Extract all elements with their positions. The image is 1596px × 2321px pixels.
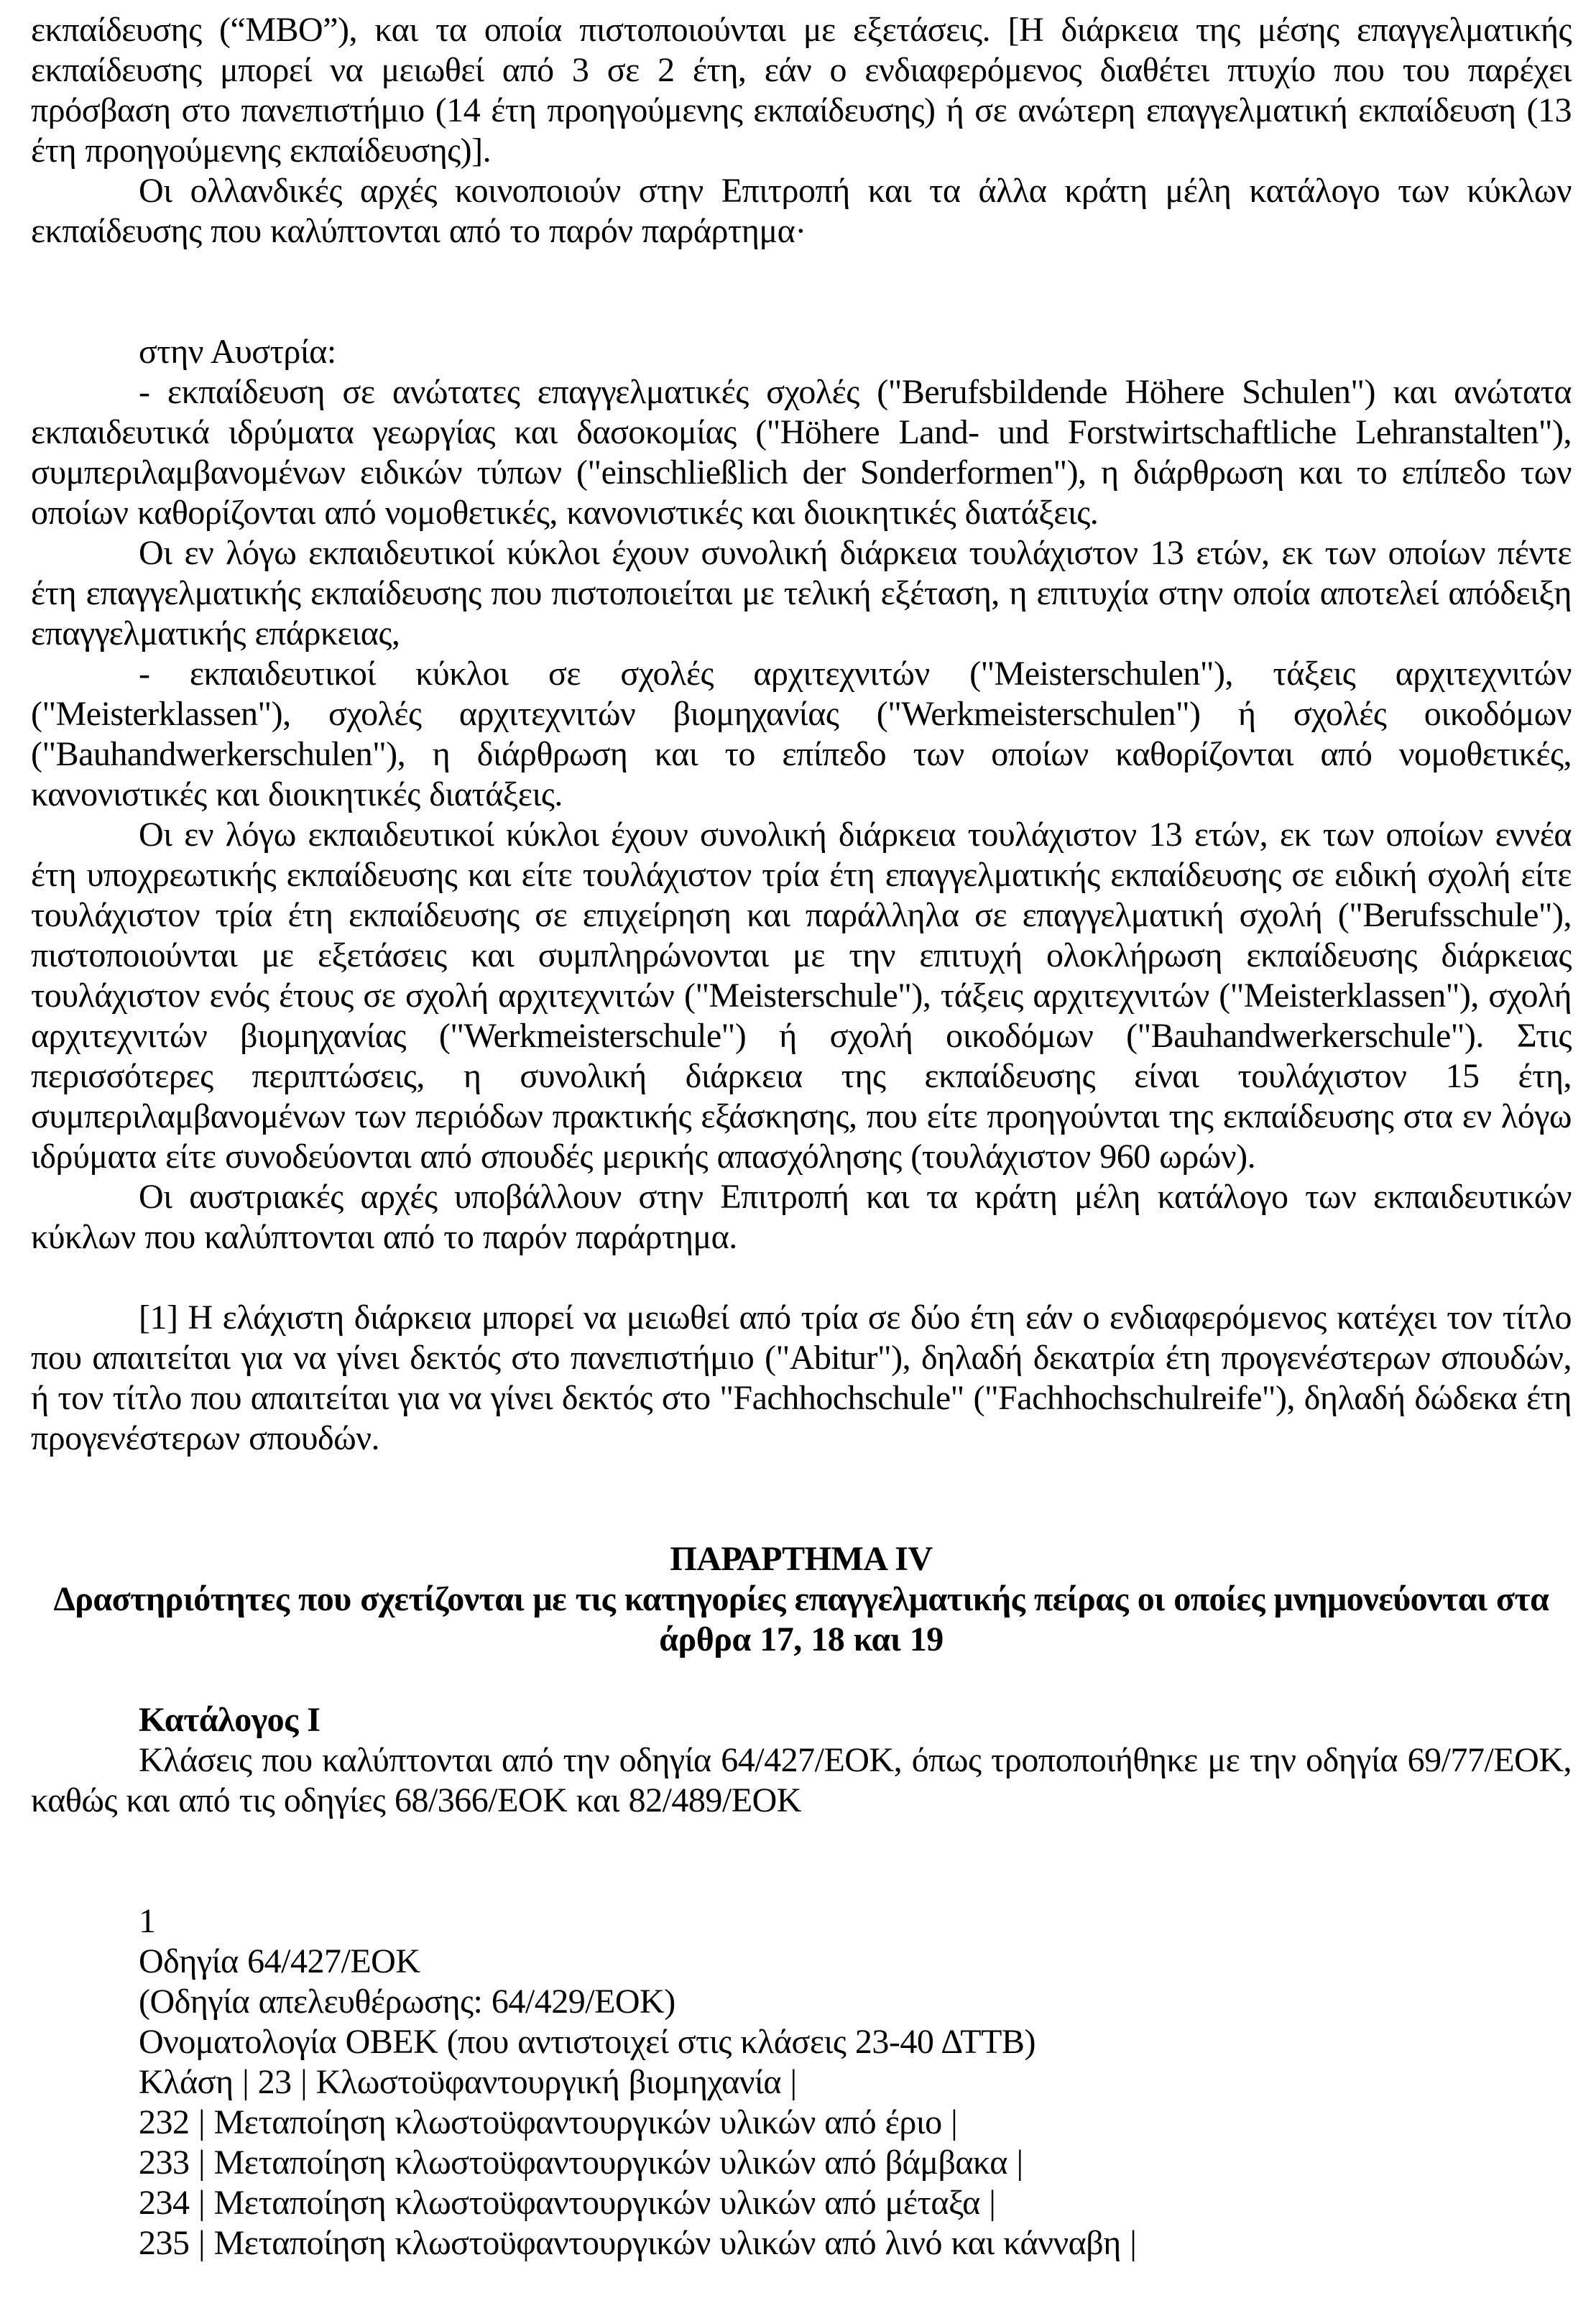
spacer: [31, 252, 1572, 332]
classification-row: 235 | Μεταποίηση κλωστοϋφαντουργικών υλικών από λινό και κάνναβη |: [139, 2224, 1137, 2262]
classification-row: Κλάση | 23 | Κλωστοϋφαντουργική βιομηχανία |: [139, 2063, 797, 2101]
directive-liberalisation: (Οδηγία απελευθέρωσης: 64/429/ΕΟΚ): [139, 1983, 675, 2021]
paragraph-austria-13-years-second: Οι εν λόγω εκπαιδευτικοί κύκλοι έχουν συνολική διάρκεια τουλάχιστον 13 ετών, εκ των οποίων εννέα έτη υποχρεωτικής εκπαίδευσης και είτε τουλάχιστον τρία έτη επαγγελματικής εκπαίδευσης σε ειδική σχολή είτε τουλάχιστον τρία έτη εκπαίδευσης σε επιχείρηση και παράλληλα σε επαγγελματική σχολή ("Berufsschule"), πιστοποιούνται με εξετάσεις και συμπληρώνονται με την επιτυχή ολοκλήρωση εκπαίδευσης διάρκειας τουλάχιστον ενός έτους σε σχολή αρχιτεχνιτών ("Meisterschule"), τάξεις αρχιτεχνιτών ("Meisterklassen"), σχολή αρχιτεχνιτών βιομηχανίας ("Werkmeisterschule") ή σχολή οικοδόμων ("Bauhandwerkerschule"). Στις περισσότερες περιπτώσεις, η συνολική διάρκεια της εκπαίδευσης είναι τουλάχιστον 15 έτη, συμπεριλαμβανομένων των περιόδων πρακτικής εξάσκησης, που είτε προηγούνται της εκπαίδευσης στα εν λόγω ιδρύματα είτε συνοδεύονται από σπουδές μερικής απασχόλησης (τουλάχιστον 960 ωρών).: [31, 816, 1572, 1176]
paragraph-mbo-continuation: εκπαίδευσης (“MBO”), και τα οποία πιστοποιούνται με εξετάσεις. [Η διάρκεια της μέσης επαγγελματικής εκπαίδευσης μπορεί να μειωθεί από 3 σε 2 έτη, εάν ο ενδιαφερόμενος διαθέτει πτυχίο που του παρέχει πρόσβαση στο πανεπιστήμιο (14 έτη προηγούμενης εκπαίδευσης) ή σε ανώτερη επαγγελματική εκπαίδευση (13 έτη προηγούμενης εκπαίδευσης)].: [31, 11, 1572, 170]
paragraph-list-i-intro: Κλάσεις που καλύπτονται από την οδηγία 64/427/ΕΟΚ, όπως τροποποιήθηκε με την οδηγία 69/77/ΕΟΚ, καθώς και από τις οδηγίες 68/366/ΕΟΚ και 82/489/ΕΟΚ: [31, 1741, 1572, 1819]
paragraph-austria-meister-schools: - εκπαιδευτικοί κύκλοι σε σχολές αρχιτεχνιτών ("Meisterschulen"), τάξεις αρχιτεχνιτών ("Meisterklassen"), σχολές αρχιτεχνιτών βιομηχανίας ("Werkmeisterschulen") ή σχολές οικοδόμων ("Bauhandwerkerschulen"), η διάρθρωση και το επίπεδο των οποίων καθορίζονται από νομοθετικές, κανονιστικές και διοικητικές διατάξεις.: [31, 655, 1572, 813]
list-i-title: Κατάλογος I: [139, 1701, 320, 1739]
directive-item-number: 1: [139, 1902, 156, 1940]
paragraph-austria-13-years: Οι εν λόγω εκπαιδευτικοί κύκλοι έχουν συνολική διάρκεια τουλάχιστον 13 ετών, εκ των οποίων πέντε έτη επαγγελματικής εκπαίδευσης που πιστοποιείται με τελική εξέταση, η επιτυχία στην οποία αποτελεί απόδειξη επαγγελματικής επάρκειας,: [31, 534, 1572, 652]
footnote-1: [1] Η ελάχιστη διάρκεια μπορεί να μειωθεί από τρία σε δύο έτη εάν ο ενδιαφερόμενος κατέχει τον τίτλο που απαιτείται για να γίνει δεκτός στο πανεπιστήμιο ("Abitur"), δηλαδή δεκατρία έτη προγενέστερων σπουδών, ή τον τίτλο που απαιτείται για να γίνει δεκτός στο "Fachhochschule" ("Fachhochschulreife"), δηλαδή δώδεκα έτη προγενέστερων σπουδών.: [31, 1298, 1572, 1457]
directive-block: [31, 1901, 1572, 2264]
spacer: [31, 1660, 1572, 1700]
spacer: [31, 1459, 1572, 1539]
classification-row: 234 | Μεταποίηση κλωστοϋφαντουργικών υλικών από μέταξα |: [139, 2184, 996, 2222]
directive-name: Οδηγία 64/427/ΕΟΚ: [139, 1942, 420, 1980]
spacer: [31, 1821, 1572, 1901]
annex-iv-subtitle: Δραστηριότητες που σχετίζονται με τις κατηγορίες επαγγελματικής πείρας οι οποίες μνημονεύονται στα άρθρα 17, 18 και 19: [53, 1580, 1549, 1658]
classification-row: 232 | Μεταποίηση κλωστοϋφαντουργικών υλικών από έριο |: [139, 2103, 958, 2141]
spacer: [31, 1258, 1572, 1298]
paragraph-austrian-authorities: Οι αυστριακές αρχές υποβάλλουν στην Επιτροπή και τα κράτη μέλη κατάλογο των εκπαιδευτικών κύκλων που καλύπτονται από το παρόν παράρτημα.: [31, 1178, 1572, 1256]
heading-austria: στην Αυστρία:: [139, 333, 336, 371]
paragraph-dutch-authorities: Οι ολλανδικές αρχές κοινοποιούν στην Επιτροπή και τα άλλα κράτη μέλη κατάλογο των κύκλων εκπαίδευσης που καλύπτονται από το παρόν παράρτημα·: [31, 172, 1572, 250]
paragraph-austria-higher-schools: - εκπαίδευση σε ανώτατες επαγγελματικές σχολές ("Berufsbildende Höhere Schulen") και ανώτατα εκπαιδευτικά ιδρύματα γεωργίας και δασοκομίας ("Höhere Land- und Forstwirtschaftliche Lehranstalten"), συμπεριλαμβανομένων ειδικών τύπων ("einschließlich der Sonderformen"), η διάρθρωση και το επίπεδο των οποίων καθορίζονται από νομοθετικές, κανονιστικές και διοικητικές διατάξεις.: [31, 373, 1572, 532]
directive-nomenclature: Ονοματολογία ΟΒΕΚ (που αντιστοιχεί στις κλάσεις 23-40 ΔΤΤΒ): [139, 2023, 1035, 2061]
annex-iv-title: ΠΑΡΑΡΤΗΜΑ IV: [670, 1540, 933, 1578]
classification-row: 233 | Μεταποίηση κλωστοϋφαντουργικών υλικών από βάμβακα |: [139, 2144, 1023, 2182]
